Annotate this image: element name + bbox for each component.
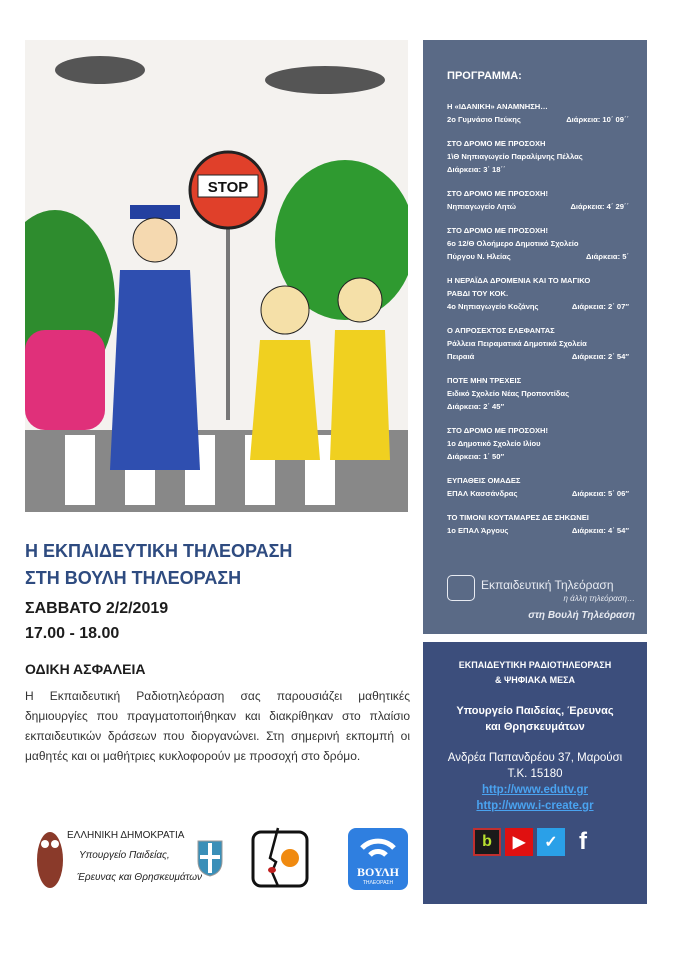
program-text: Διάρκεια: 1΄ 50″ xyxy=(447,452,505,461)
program-item-line xyxy=(447,400,637,413)
program-duration: Διάρκεια: 5΄ xyxy=(586,252,629,261)
edutv-face-logo xyxy=(250,826,310,892)
program-text: Η «ΙΔΑΝΙΚΗ» ΑΝΑΜΝΗΣΗ… xyxy=(447,102,548,111)
address: Ανδρέα Παπανδρέου 37, Μαρούσι xyxy=(447,752,623,764)
program-text: Διάρκεια: 2΄ 45″ xyxy=(447,402,505,411)
social-links xyxy=(423,828,647,856)
program-item xyxy=(447,324,637,363)
brand-tagline: η άλλη τηλεόραση… xyxy=(563,594,635,603)
program-text: 1ο Δημοτικό Σχολείο Ιλίου xyxy=(447,439,541,448)
program-text: 1\Θ Νηπιαγωγείο Παραλίμνης Πέλλας xyxy=(447,152,583,161)
program-text: ΕΥΠΑΘΕΙΣ ΟΜΑΔΕΣ xyxy=(447,476,521,485)
program-item-line xyxy=(447,337,637,350)
road-safety-drawing xyxy=(25,40,408,512)
org-name-2: & ΨΗΦΙΑΚΑ ΜΕΣΑ xyxy=(494,675,576,685)
program-item xyxy=(447,374,637,413)
section-subtitle: ΟΔΙΚΗ ΑΣΦΑΛΕΙΑ xyxy=(25,661,146,677)
program-item-line xyxy=(447,163,637,176)
vouli-sub: ΤΗΛΕΟΡΑΣΗ xyxy=(362,880,394,886)
contact-panel xyxy=(423,642,647,904)
description: Η Εκπαιδευτική Ραδιοτηλεόραση σας παρουσιάζει μαθητικές δημιουργίες που πραγματοποιήθηκαν και διακρίθηκαν στο πλαίσιο εκπαιδευτικών δράσεων που διοργανώνει. Στη σημερινή εκπομπή οι μαθητές και οι μαθήτριες κυκλοφορούν με προσοχή στο δρόμο. xyxy=(25,689,410,763)
program-text: ΣΤΟ ΔΡΟΜΟ ΜΕ ΠΡΟΣΟΧΗ xyxy=(447,139,546,148)
program-item-line xyxy=(447,150,637,163)
program-item xyxy=(447,100,637,126)
program-duration: Διάρκεια: 5΄ 06″ xyxy=(571,489,629,498)
broadcast-time: 17.00 - 18.00 xyxy=(25,625,120,642)
ministry: Υπουργείο Παιδείας, Έρευνας xyxy=(456,705,614,717)
edutv-link[interactable]: http://www.edutv.gr xyxy=(481,784,589,796)
program-item-line xyxy=(447,474,637,487)
program-duration: Διάρκεια: 10΄ 09΄΄ xyxy=(566,115,629,124)
wifi-icon xyxy=(358,834,398,860)
program-item-line xyxy=(447,100,637,113)
program-text: Ο ΑΠΡΟΣΕΧΤΟΣ ΕΛΕΦΑΝΤΑΣ xyxy=(447,326,555,335)
title-line-1: Η ΕΚΠΑΙΔΕΥΤΙΚΗ ΤΗΛΕΟΡΑΣΗ xyxy=(25,541,293,561)
program-item-line xyxy=(447,187,637,200)
program-item-line xyxy=(447,113,637,126)
org-name: ΕΚΠΑΙΔΕΥΤΙΚΗ ΡΑΔΙΟΤΗΛΕΟΡΑΣΗ xyxy=(458,660,612,670)
broadcast-date: ΣΑΒΒΑΤΟ 2/2/2019 xyxy=(25,600,169,617)
facebook-icon[interactable]: f xyxy=(569,828,597,856)
program-text: 4ο Νηπιαγωγείο Κοζάνης xyxy=(447,302,539,311)
vouli-tv-logo xyxy=(348,828,408,890)
ministry-2: και Θρησκευμάτων xyxy=(485,721,585,733)
program-duration: Διάρκεια: 2΄ 07″ xyxy=(571,302,629,311)
program-duration: Διάρκεια: 4΄ 29΄΄ xyxy=(570,202,629,211)
postcode: Τ.Κ. 15180 xyxy=(507,768,563,780)
program-panel xyxy=(423,40,647,634)
program-text: Η ΝΕΡΑΪΔΑ ΔΡΟΜΕΝΙΑ ΚΑΙ ΤΟ ΜΑΓΙΚΟ xyxy=(447,276,591,285)
program-item-line xyxy=(447,324,637,337)
program-item-line xyxy=(447,424,637,437)
program-item xyxy=(447,274,637,313)
program-item-line xyxy=(447,524,637,537)
program-item-line xyxy=(447,450,637,463)
program-item-line xyxy=(447,511,637,524)
program-item-line xyxy=(447,287,637,300)
program-text: ΣΤΟ ΔΡΟΜΟ ΜΕ ΠΡΟΣΟΧΗ! xyxy=(447,426,549,435)
program-text: ΣΤΟ ΔΡΟΜΟ ΜΕ ΠΡΟΣΟΧΗ! xyxy=(447,226,549,235)
title-line-2: ΣΤΗ ΒΟΥΛΗ ΤΗΛΕΟΡΑΣΗ xyxy=(25,568,242,588)
program-item-line xyxy=(447,137,637,150)
youtube-icon[interactable]: ▶ xyxy=(505,828,533,856)
program-item-line xyxy=(447,274,637,287)
program-duration: Διάρκεια: 4΄ 54″ xyxy=(571,526,629,535)
program-text: ΣΤΟ ΔΡΟΜΟ ΜΕ ΠΡΟΣΟΧΗ! xyxy=(447,189,549,198)
program-text: 6ο 12/Θ Ολοήμερο Δημοτικό Σχολείο xyxy=(447,239,579,248)
program-text: ΤΟ ΤΙΜΟΝΙ ΚΟΥΤΑΜΑΡΕΣ ΔΕ ΣΗΚΩΝΕΙ xyxy=(447,513,589,522)
program-item-line xyxy=(447,300,637,313)
program-text: ΡΑΒΔΙ ΤΟΥ ΚΟΚ. xyxy=(447,289,509,298)
program-text: ΠΟΤΕ ΜΗΝ ΤΡΕΧΕΙΣ xyxy=(447,376,522,385)
owl-icon xyxy=(35,826,65,890)
program-text: Πύργου Ν. Ηλείας xyxy=(447,252,511,261)
twitter-icon[interactable]: ✓ xyxy=(537,828,565,856)
program-heading: ΠΡΟΓΡΑΜΜΑ: xyxy=(447,70,522,82)
icreate-link[interactable]: http://www.i-create.gr xyxy=(476,800,594,812)
program-text: Πειραιά xyxy=(447,352,475,361)
program-text: Ράλλεια Πειραματικά Δημοτικά Σχολεία xyxy=(447,339,587,348)
program-item-line xyxy=(447,437,637,450)
program-item-line xyxy=(447,387,637,400)
program-item xyxy=(447,474,637,500)
children-drawing-illustration xyxy=(25,40,408,512)
program-text: Ειδικό Σχολείο Νέας Προποντίδας xyxy=(447,389,570,398)
program-item-line xyxy=(447,250,637,263)
program-item xyxy=(447,224,637,263)
program-item xyxy=(447,137,637,176)
ministry-logo xyxy=(35,826,230,894)
broadcast-datetime xyxy=(25,596,410,646)
program-text: 1ο ΕΠΑΛ Άργους xyxy=(447,526,509,535)
program-item xyxy=(447,424,637,463)
program-item-line xyxy=(447,200,637,213)
greek-emblem-icon xyxy=(195,838,225,878)
program-item-line xyxy=(447,374,637,387)
program-item-line xyxy=(447,487,637,500)
gov-line-3: Έρευνας και Θρησκευμάτων xyxy=(77,872,202,883)
edutv-brand xyxy=(447,578,635,621)
program-item-line xyxy=(447,350,637,363)
program-text: 2ο Γυμνάσιο Πεύκης xyxy=(447,115,521,124)
vouli-name: ΒΟΥΛΗ xyxy=(356,865,400,879)
program-text: Νηπιαγωγείο Λητώ xyxy=(447,202,517,211)
program-text: ΕΠΑΛ Κασσάνδρας xyxy=(447,489,518,498)
program-item xyxy=(447,511,637,537)
brand-name: Εκπαιδευτική Τηλεόραση xyxy=(481,578,614,592)
edutv-tv-icon xyxy=(447,575,475,601)
program-text: Διάρκεια: 3΄ 18΄΄ xyxy=(447,165,506,174)
program-item-line xyxy=(447,237,637,250)
program-duration: Διάρκεια: 2΄ 54″ xyxy=(571,352,629,361)
blogger-icon[interactable]: b xyxy=(473,828,501,856)
gov-line-1: ΕΛΛΗΝΙΚΗ ΔΗΜΟΚΡΑΤΙΑ xyxy=(67,830,185,841)
page-title xyxy=(25,538,410,592)
program-item xyxy=(447,187,637,213)
logos-row xyxy=(35,826,410,894)
program-item-line xyxy=(447,224,637,237)
gov-line-2: Υπουργείο Παιδείας, xyxy=(79,850,170,861)
brand-channel: στη Βουλή Τηλεόραση xyxy=(528,610,635,621)
stop-sign-text: STOP xyxy=(207,179,249,196)
